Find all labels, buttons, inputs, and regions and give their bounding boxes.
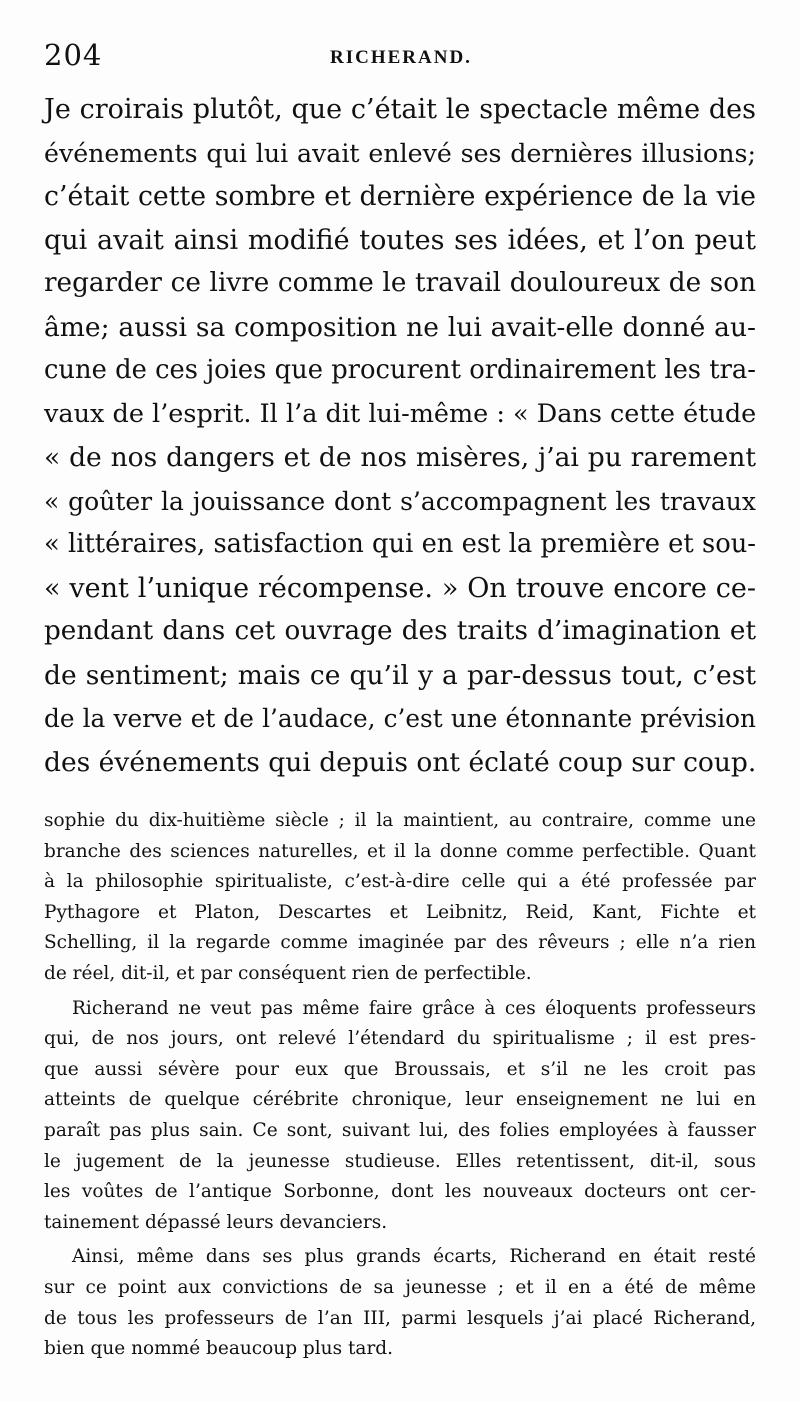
note-line: Pythagore et Platon, Descartes et Leibnitz, Reid, Kant, Fichte et xyxy=(44,901,756,923)
note-line: de tous les professeurs de l’an III, parmi lesquels j’ai placé Richerand, xyxy=(44,1307,756,1329)
running-head: RICHERAND. xyxy=(330,47,472,68)
main-line: des événements qui depuis ont éclaté coup sur coup. xyxy=(44,746,757,778)
footnote-block xyxy=(44,806,756,1365)
note-line: Ainsi, même dans ses plus grands écarts, Richerand en était resté xyxy=(72,1246,756,1268)
main-line: événements qui lui avait enlevé ses dernières illusions; xyxy=(44,138,756,168)
note-line: les voûtes de l’antique Sorbonne, dont les nouveaux docteurs ont cer- xyxy=(44,1181,756,1203)
footnote-paragraph-1 xyxy=(44,806,756,990)
main-line: « de nos dangers et de nos misères, j’ai pu rarement xyxy=(44,442,756,473)
main-line: c’était cette sombre et dernière expérience de la vie xyxy=(44,181,756,212)
note-line: qui, de nos jours, ont relevé l’étendard du spiritualisme ; il est pres- xyxy=(44,1028,756,1050)
footnote-paragraph-2 xyxy=(44,994,756,1239)
note-line: sophie du dix-huitième siècle ; il la maintient, au contraire, comme une xyxy=(44,810,756,831)
note-line: Schelling, il la regarde comme imaginée par des rêveurs ; elle n’a rien xyxy=(44,932,756,954)
main-line: « vent l’unique récompense. » On trouve encore ce- xyxy=(44,572,756,604)
main-line: vaux de l’esprit. Il l’a dit lui-même : « Dans cette étude xyxy=(44,398,757,429)
main-line: de sentiment; mais ce qu’il y a par-dessus tout, c’est xyxy=(44,659,756,691)
main-line: Je croirais plutôt, que c’était le spectacle même des xyxy=(44,94,756,125)
page-header xyxy=(44,38,764,78)
note-line: Richerand ne veut pas même faire grâce à ces éloquents professeurs xyxy=(72,997,756,1019)
main-line: regarder ce livre comme le travail douloureux de son xyxy=(44,268,756,298)
main-line: âme; aussi sa composition ne lui avait-elle donné au- xyxy=(44,311,756,343)
footnote-paragraph-3 xyxy=(44,1242,756,1364)
main-line: pendant dans cet ouvrage des traits d’imagination et xyxy=(44,616,756,646)
main-line: « littéraires, satisfaction qui en est la première et sou- xyxy=(44,529,756,559)
main-line: cune de ces joies que procurent ordinairement les tra- xyxy=(44,355,756,385)
page-number: 204 xyxy=(44,38,103,72)
note-line: branche des sciences naturelles, et il la donne comme perfectible. Quant xyxy=(44,840,756,862)
note-line: à la philosophie spiritualiste, c’est-à-dire celle qui a été professée par xyxy=(44,871,756,893)
note-line: que aussi sévère pour eux que Broussais, et s’il ne les croit pas xyxy=(44,1058,756,1080)
note-line: tainement dépassé leurs devanciers. xyxy=(44,1211,388,1233)
main-line: de la verve et de l’audace, c’est une étonnante prévision xyxy=(44,704,756,733)
main-line: « goûter la jouissance dont s’accompagnent les travaux xyxy=(44,486,756,516)
main-paragraph xyxy=(44,88,756,784)
note-line: de réel, dit-il, et par conséquent rien de perfectible. xyxy=(44,962,532,984)
main-line: qui avait ainsi modifié toutes ses idées, et l’on peut xyxy=(44,224,756,256)
note-line: bien que nommé beaucoup plus tard. xyxy=(44,1338,394,1360)
note-line: sur ce point aux convictions de sa jeunesse ; et il en a été de même xyxy=(44,1276,756,1298)
note-line: le jugement de la jeunesse studieuse. Elles retentissent, dit-il, sous xyxy=(44,1150,756,1172)
note-line: atteints de quelque cérébrite chronique, leur enseignement ne lui en xyxy=(44,1089,756,1111)
note-line: paraît pas plus sain. Ce sont, suivant lui, des folies employées à fausser xyxy=(44,1119,756,1141)
